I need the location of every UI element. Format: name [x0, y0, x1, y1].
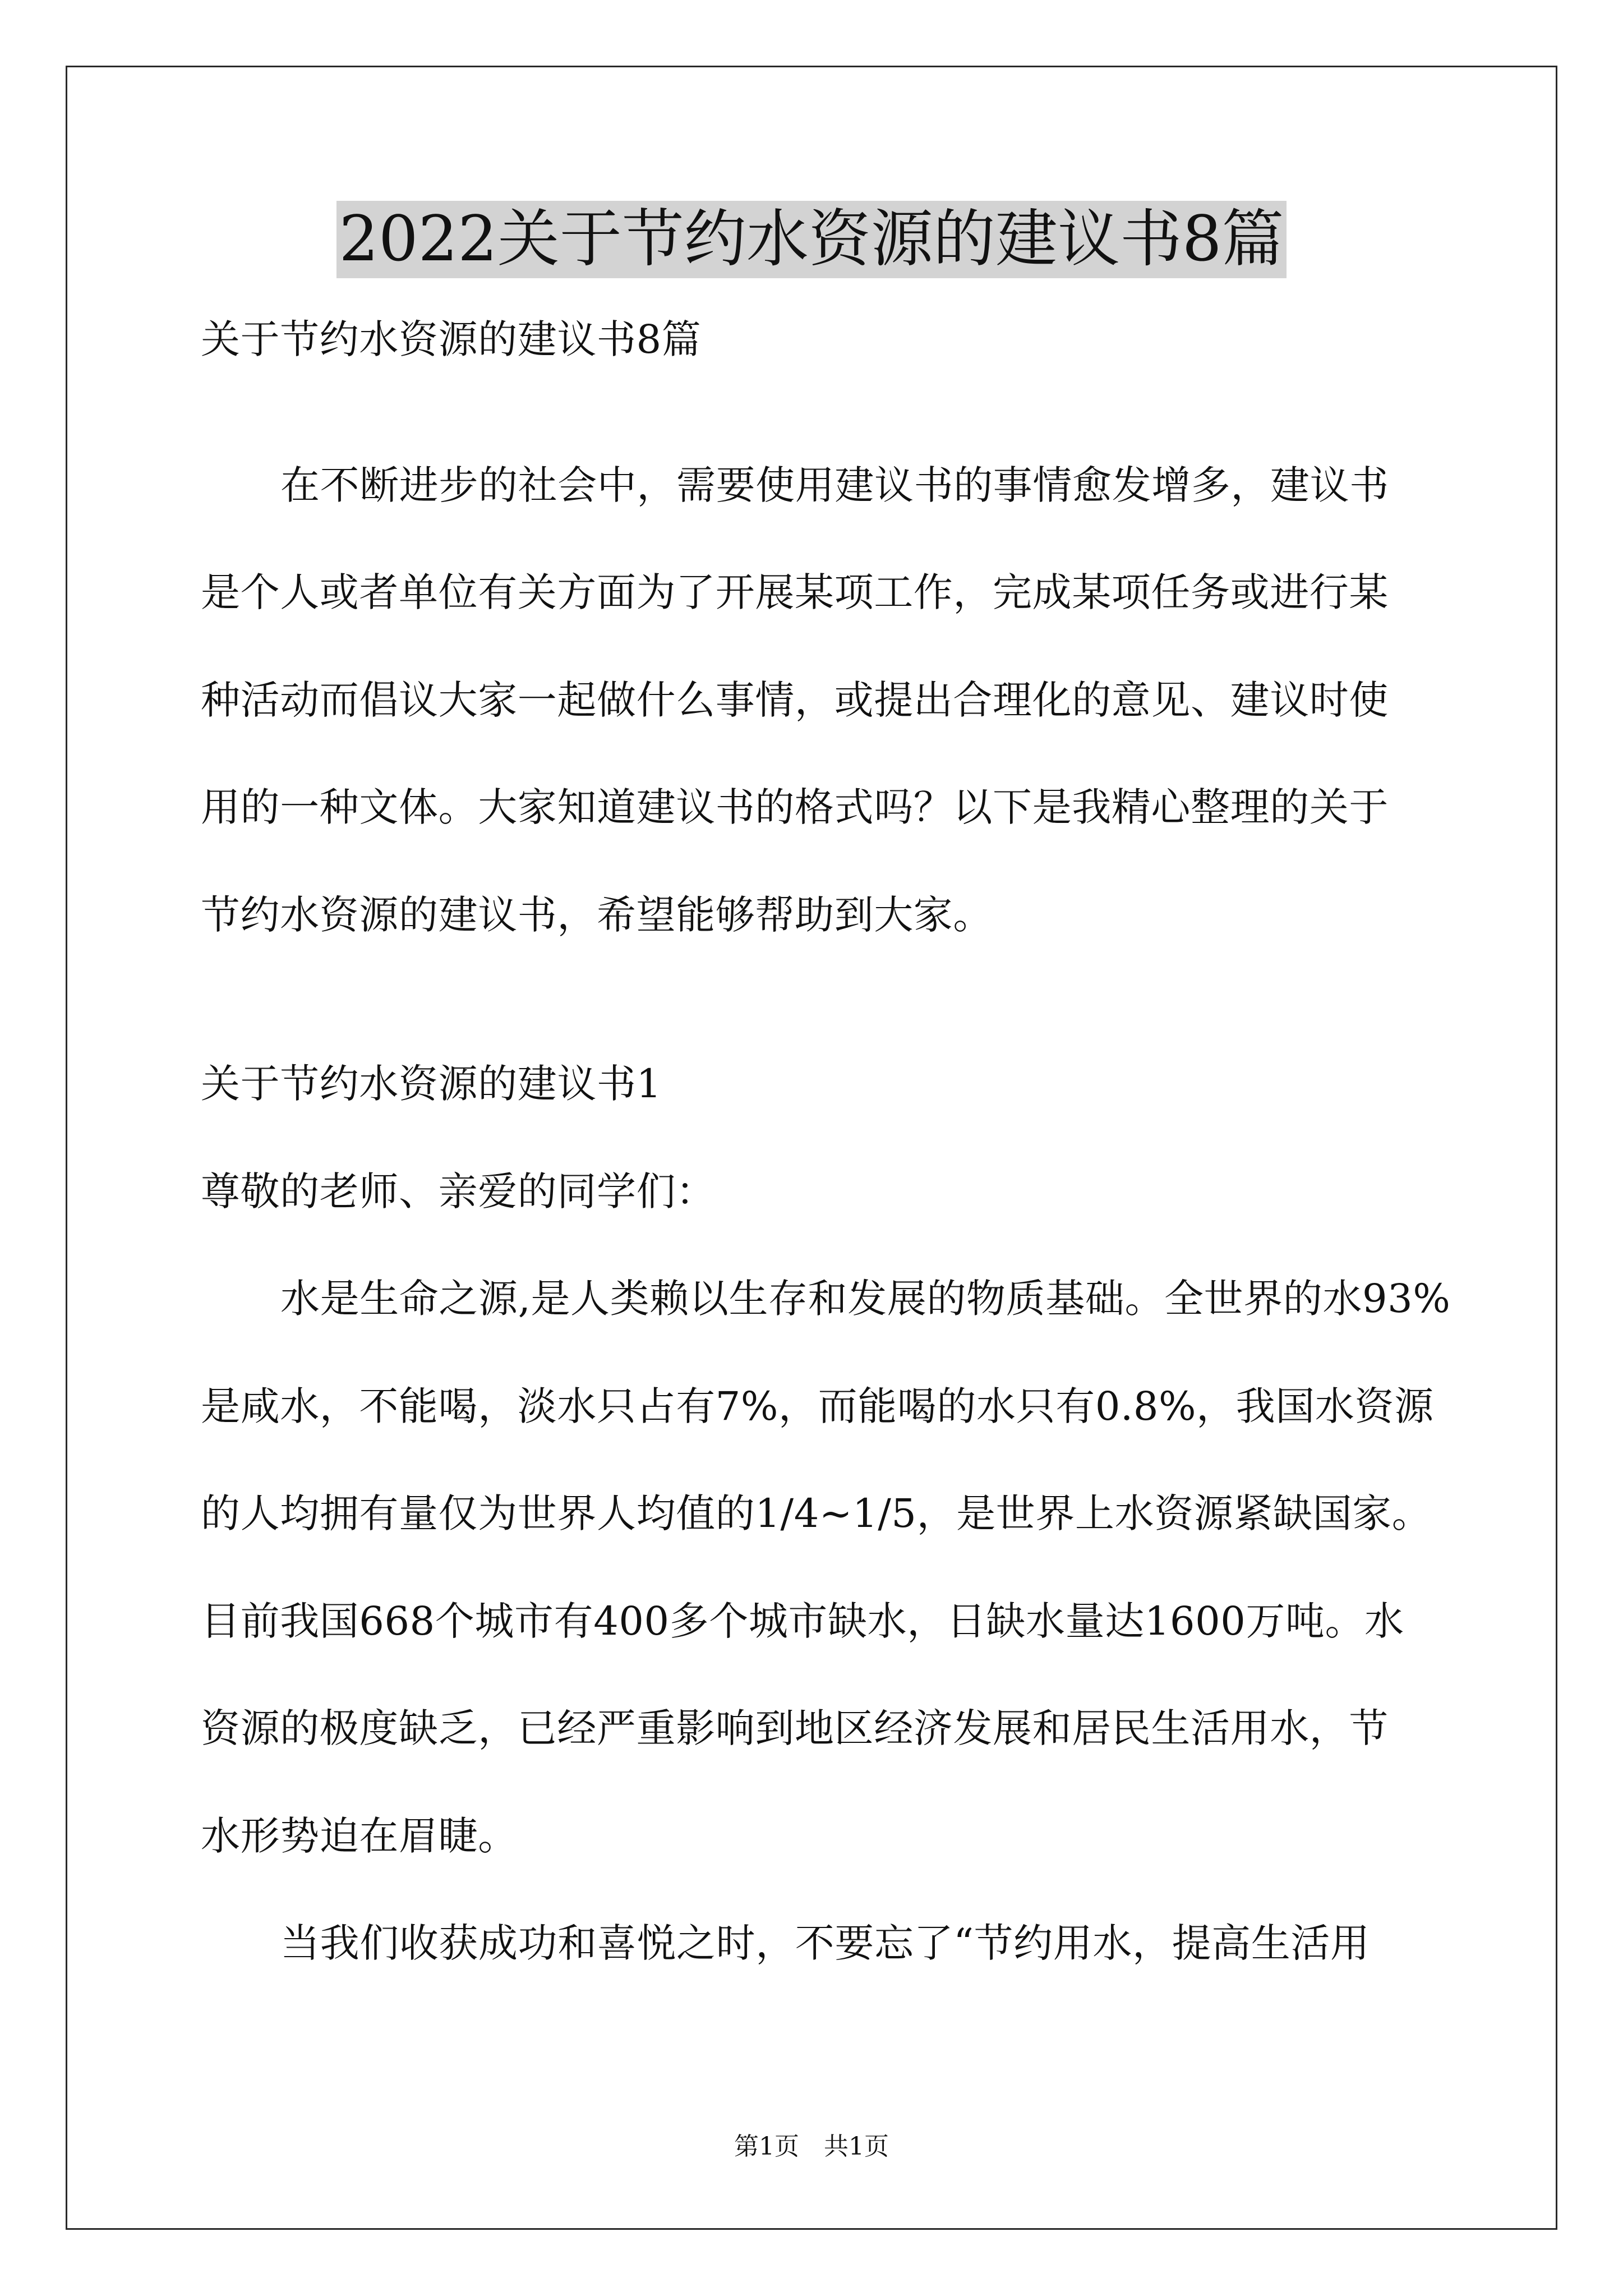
title-container	[0, 201, 1623, 278]
salutation: 尊敬的老师、亲爱的同学们：	[201, 1168, 716, 1214]
body-paragraph-1	[201, 1245, 1451, 1890]
paragraph-line: 是咸水，不能喝，淡水只占有7%，而能喝的水只有0.8%，我国水资源	[201, 1383, 1434, 1429]
paragraph-line: 水形势迫在眉睫。	[201, 1812, 518, 1859]
document-title: 2022关于节约水资源的建议书8篇	[336, 201, 1286, 278]
paragraph-line: 是个人或者单位有关方面为了开展某项工作，完成某项任务或进行某	[201, 569, 1389, 615]
paragraph-line: 节约水资源的建议书，希望能够帮助到大家。	[201, 891, 993, 938]
intro-paragraph	[201, 432, 1435, 969]
document-body	[201, 286, 1451, 1998]
paragraph-line: 种活动而倡议大家一起做什么事情，或提出合理化的意见、建议时使	[201, 677, 1389, 723]
body-paragraph-2	[201, 1890, 1435, 1998]
paragraph-line: 资源的极度缺乏，已经严重影响到地区经济发展和居民生活用水，节	[201, 1705, 1389, 1751]
paragraph-line: 水是生命之源,是人类赖以生存和发展的物质基础。全世界的水93%	[280, 1276, 1451, 1322]
document-heading: 关于节约水资源的建议书8篇	[201, 316, 702, 362]
page-number-footer: 第1页 共1页	[734, 2132, 889, 2161]
paragraph-line: 在不断进步的社会中，需要使用建议书的事情愈发增多，建议书	[280, 462, 1389, 508]
paragraph-line: 目前我国668个城市有400多个城市缺水，日缺水量达1600万吨。水	[201, 1598, 1404, 1644]
paragraph-line: 当我们收获成功和喜悦之时，不要忘了“节约用水，提高生活用	[280, 1920, 1370, 1966]
section-heading: 关于节约水资源的建议书1	[201, 1061, 662, 1107]
paragraph-line: 用的一种文体。大家知道建议书的格式吗？以下是我精心整理的关于	[201, 784, 1389, 830]
paragraph-line: 的人均拥有量仅为世界人均值的1/4~1/5，是世界上水资源紧缺国家。	[201, 1490, 1432, 1536]
